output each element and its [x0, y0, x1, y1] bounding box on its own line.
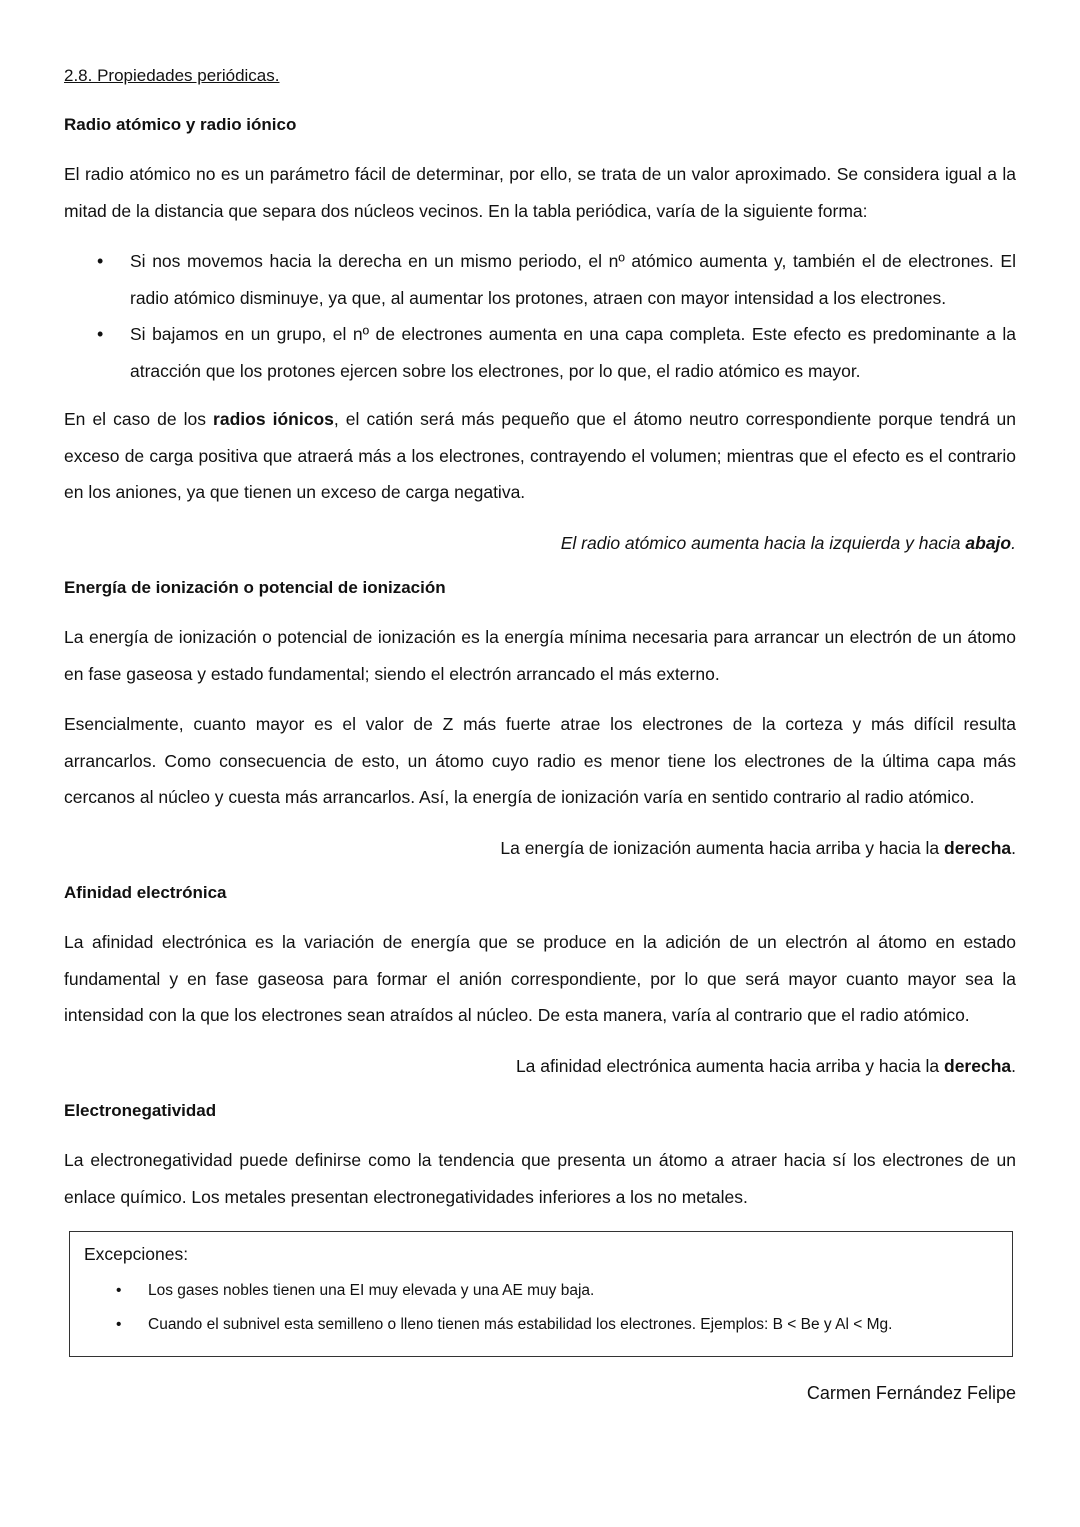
heading-afinidad: Afinidad electrónica	[64, 883, 227, 902]
ionic-bold: radios iónicos	[213, 409, 334, 429]
afinidad-summary-pre: La afinidad electrónica aumenta hacia arriba y hacia la	[515, 1055, 944, 1076]
electronegatividad-p1: La electronegatividad puede definirse como la tendencia que presenta un átomo a atraer hacia sí los electrones de un enlace químico. Los metales presentan electronegatividades inferiores a los no metales.	[64, 1150, 1016, 1207]
radio-bullet-list	[64, 243, 1016, 389]
radio-summary-pre: El radio atómico aumenta hacia la izquierda y hacia	[560, 532, 966, 553]
heading-ionizacion: Energía de ionización o potencial de ionización	[64, 578, 446, 597]
exceptions-list	[84, 1274, 998, 1342]
list-item: • Si bajamos en un grupo, el nº de electrones aumenta en una capa completa. Este efecto es predominante a la atracción que los protones ejercen sobre los electrones, por lo que, el radio atómico es mayor.	[130, 316, 1016, 389]
exceptions-title: Excepciones:	[84, 1244, 189, 1264]
ionizacion-summary-bold: derecha	[944, 837, 1012, 858]
radio-summary	[64, 525, 1016, 562]
radio-summary-post: .	[1011, 532, 1016, 553]
ionic-text-pre: En el caso de los	[64, 409, 214, 429]
ionic-text-post: , el catión será más pequeño que el átomo neutro correspondiente porque tendrá un exceso de carga positiva que atraerá más a los electrones, contrayendo el volumen; mientras que el efecto es el contrario en los aniones, ya que tienen un exceso de carga negativa.	[64, 409, 1016, 502]
ionizacion-summary-post: .	[1011, 837, 1016, 858]
section-title: 2.8. Propiedades periódicas.	[64, 66, 280, 85]
document-page	[64, 62, 1016, 1407]
ionic-paragraph	[64, 401, 1016, 511]
afinidad-summary	[64, 1048, 1016, 1085]
ionizacion-p2: Esencialmente, cuanto mayor es el valor de Z más fuerte atrae los electrones de la corteza y más difícil resulta arrancarlos. Como consecuencia de esto, un átomo cuyo radio es menor tiene los electrones de la última capa más cercanos al núcleo y cuesta más arrancarlos. Así, la energía de ionización varía en sentido contrario al radio atómico.	[64, 714, 1016, 807]
afinidad-summary-post: .	[1011, 1055, 1016, 1076]
exceptions-box	[69, 1231, 1013, 1357]
radio-summary-bold: abajo	[965, 532, 1012, 553]
list-item: • Si nos movemos hacia la derecha en un mismo periodo, el nº atómico aumenta y, también el de electrones. El radio atómico disminuye, ya que, al aumentar los protones, atraen con mayor intensidad a los electrones.	[130, 243, 1016, 316]
heading-electronegatividad: Electronegatividad	[64, 1101, 217, 1120]
afinidad-p1: La afinidad electrónica es la variación de energía que se produce en la adición de un electrón al átomo en estado fundamental y en fase gaseosa para formar el anión correspondiente, por lo que será mayor cuanto mayor sea la intensidad con la que los electrones sean atraídos al núcleo. De esta manera, varía al contrario que el radio atómico.	[64, 932, 1016, 1025]
ionizacion-p1: La energía de ionización o potencial de ionización es la energía mínima necesaria para arrancar un electrón de un átomo en fase gaseosa y estado fundamental; siendo el electrón arrancado el más externo.	[64, 627, 1016, 684]
list-item: • Cuando el subnivel esta semilleno o lleno tienen más estabilidad los electrones. Ejemplos: B < Be y Al < Mg.	[148, 1308, 998, 1342]
afinidad-summary-bold: derecha	[944, 1055, 1012, 1076]
radio-intro: El radio atómico no es un parámetro fácil de determinar, por ello, se trata de un valor aproximado. Se considera igual a la mitad de la distancia que separa dos núcleos vecinos. En la tabla periódica, varía de la siguiente forma:	[64, 164, 1016, 221]
ionizacion-summary-pre: La energía de ionización aumenta hacia arriba y hacia la	[500, 837, 944, 858]
author-name: Carmen Fernández Felipe	[806, 1383, 1016, 1403]
ionizacion-summary	[64, 830, 1016, 867]
heading-radio: Radio atómico y radio iónico	[64, 115, 297, 134]
list-item: • Los gases nobles tienen una EI muy elevada y una AE muy baja.	[148, 1274, 998, 1308]
